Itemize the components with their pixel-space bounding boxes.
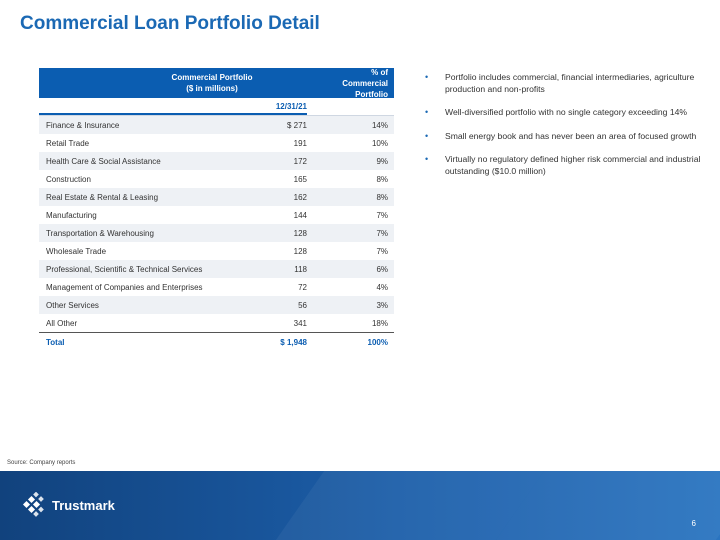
row-label: Retail Trade <box>46 138 90 148</box>
row-value: 128 <box>293 228 307 238</box>
header-col2-line2: Portfolio <box>355 89 388 99</box>
table-row <box>39 134 394 152</box>
bullet-dot-icon: • <box>425 72 429 82</box>
row-label: Manufacturing <box>46 210 97 220</box>
row-pct: 3% <box>376 300 388 310</box>
row-label: Real Estate & Rental & Leasing <box>46 192 159 202</box>
row-value: $ 271 <box>286 120 307 130</box>
header-col1-line2: ($ in millions) <box>186 84 238 93</box>
row-value: 72 <box>298 282 307 292</box>
row-pct: 14% <box>371 120 388 130</box>
row-label: Other Services <box>46 300 99 310</box>
row-value: 191 <box>293 138 307 148</box>
bullet-text: Small energy book and has never been an area of focused growth <box>445 130 697 141</box>
row-value: 341 <box>293 318 307 328</box>
bullet-text: Virtually no regulatory defined higher risk commercial and industrial outstanding ($10.0 million) <box>445 154 701 176</box>
table-total-row <box>39 332 394 351</box>
footer-bar <box>0 471 720 540</box>
total-label: Total <box>46 337 65 347</box>
row-pct: 6% <box>376 264 388 274</box>
table-row <box>39 188 394 206</box>
trustmark-logo <box>22 492 115 518</box>
row-value: 162 <box>293 192 307 202</box>
table-row <box>39 278 394 296</box>
page-number: 6 <box>691 519 696 528</box>
row-pct: 7% <box>376 210 388 220</box>
row-label: Wholesale Trade <box>46 246 107 256</box>
bullet-dot-icon: • <box>425 154 429 164</box>
header-col2-line1: % of Commercial <box>342 67 388 88</box>
table-row <box>39 224 394 242</box>
table-row <box>39 260 394 278</box>
page-title: Commercial Loan Portfolio Detail <box>20 13 320 34</box>
row-label: Transportation & Warehousing <box>46 228 154 238</box>
table-header <box>39 68 394 98</box>
row-pct: 18% <box>371 318 388 328</box>
row-value: 56 <box>298 300 307 310</box>
table-row <box>39 152 394 170</box>
row-pct: 8% <box>376 192 388 202</box>
logo-text: Trustmark <box>52 497 115 513</box>
bullet-item <box>422 131 712 143</box>
row-label: Health Care & Social Assistance <box>46 156 161 166</box>
total-value: $ 1,948 <box>280 337 307 347</box>
row-value: 165 <box>293 174 307 184</box>
bullet-dot-icon: • <box>425 130 429 141</box>
trustmark-logo-icon <box>22 492 48 518</box>
portfolio-table <box>39 68 394 351</box>
row-value: 118 <box>294 264 307 274</box>
row-label: Professional, Scientific & Technical Services <box>46 264 203 274</box>
row-label: Construction <box>46 174 91 184</box>
table-date: 12/31/21 <box>39 98 307 115</box>
row-label: Management of Companies and Enterprises <box>46 282 203 292</box>
header-commercial-portfolio <box>39 68 325 98</box>
bullet-list <box>422 72 712 189</box>
row-value: 144 <box>293 210 307 220</box>
table-row <box>39 206 394 224</box>
row-pct: 9% <box>376 156 388 166</box>
row-label: Finance & Insurance <box>46 120 120 130</box>
table-body <box>39 116 394 332</box>
bullet-text: Portfolio includes commercial, financial intermediaries, agriculture production and non-profits <box>445 72 695 94</box>
row-label: All Other <box>46 318 78 328</box>
header-pct-portfolio <box>325 68 394 98</box>
row-value: 128 <box>293 246 307 256</box>
table-row <box>39 296 394 314</box>
table-date-row <box>39 98 394 116</box>
row-pct: 7% <box>376 246 388 256</box>
table-row <box>39 116 394 134</box>
row-pct: 4% <box>376 282 388 292</box>
row-value: 172 <box>293 156 307 166</box>
row-pct: 7% <box>376 228 388 238</box>
bullet-dot-icon: • <box>425 107 429 117</box>
row-pct: 8% <box>376 174 388 184</box>
table-row <box>39 242 394 260</box>
table-row <box>39 314 394 332</box>
bullet-text: Well-diversified portfolio with no single category exceeding 14% <box>445 107 688 117</box>
bullet-item <box>422 154 712 177</box>
table-row <box>39 170 394 188</box>
bullet-item <box>422 107 712 119</box>
total-pct: 100% <box>367 337 388 347</box>
header-col1-line1: Commercial Portfolio <box>171 73 253 82</box>
source-note: Source: Company reports <box>7 460 76 466</box>
row-pct: 10% <box>371 138 388 148</box>
bullet-item <box>422 72 712 95</box>
